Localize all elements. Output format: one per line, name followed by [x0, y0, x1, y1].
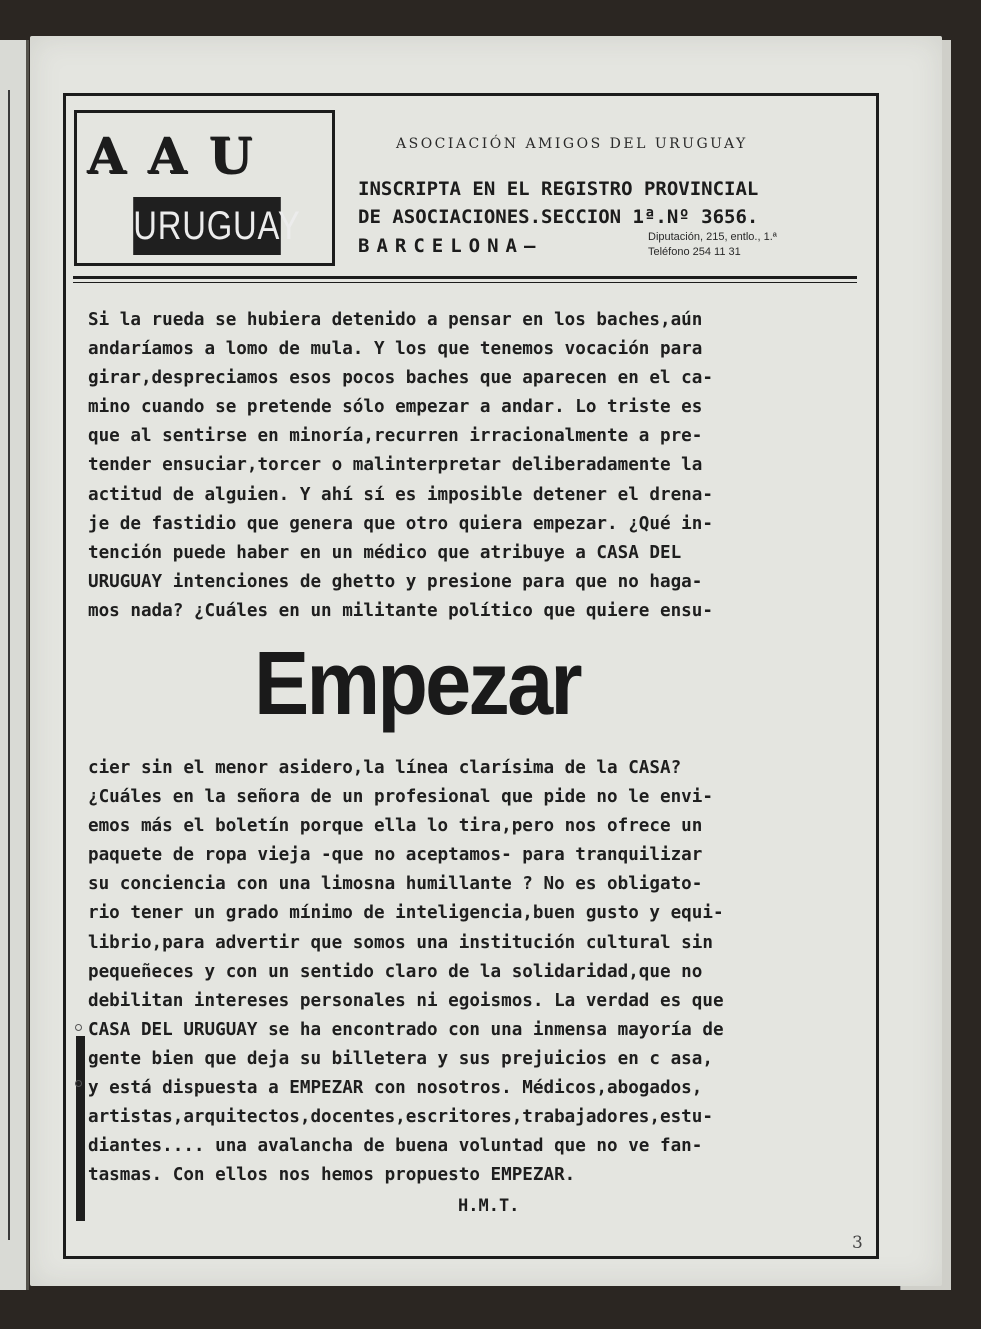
text-line: mos nada? ¿Cuáles en un militante político que quiere ensu-	[88, 600, 713, 621]
margin-marker	[76, 1036, 85, 1221]
staple-hole	[75, 1080, 82, 1087]
text-line: girar,despreciamos esos pocos baches que aparecen en el ca-	[88, 368, 713, 389]
header-divider-thin	[73, 282, 857, 283]
text-line: Si la rueda se hubiera detenido a pensar en los baches,aún	[88, 310, 703, 330]
text-line: rio tener un grado mínimo de inteligencia,buen gusto y equi-	[88, 903, 724, 924]
text-line: artistas,arquitectos,docentes,escritores,trabajadores,estu-	[88, 1107, 713, 1128]
text-line: tasmas. Con ellos nos hemos propuesto EMPEZAR.	[88, 1165, 576, 1186]
text-line: paquete de ropa vieja -que no aceptamos- para tranquilizar	[88, 845, 703, 866]
article-signature: H.M.T.	[458, 1196, 520, 1216]
facing-page-border	[8, 90, 10, 1240]
text-line: diantes.... una avalancha de buena voluntad que no ve fan-	[88, 1136, 703, 1157]
page-number: 3	[852, 1233, 863, 1253]
organization-name: ASOCIACIÓN AMIGOS DEL URUGUAY	[396, 136, 748, 152]
text-line: gente bien que deja su billetera y sus prejuicios en c asa,	[88, 1048, 713, 1069]
text-line: librio,para advertir que somos una institución cultural sin	[88, 932, 713, 953]
registration-line-2: DE ASOCIACIONES.SECCION 1ª.Nº 3656.	[358, 206, 759, 228]
article-paragraph-1	[88, 306, 878, 626]
text-line: URUGUAY intenciones de ghetto y presione para que no haga-	[88, 571, 703, 592]
text-line: mino cuando se pretende sólo empezar a andar. Lo triste es	[88, 397, 703, 418]
text-line: su conciencia con una limosna humillante ? No es obligato-	[88, 874, 703, 895]
text-line: que al sentirse en minoría,recurren irracionalmente a pre-	[88, 426, 703, 447]
text-line: debilitan intereses personales ni egoismos. La verdad es que	[88, 990, 724, 1011]
text-line: pequeñeces y con un sentido claro de la solidaridad,que no	[88, 961, 703, 982]
text-line: y está dispuesta a EMPEZAR con nosotros. Médicos,abogados,	[88, 1078, 703, 1099]
article-headline: Empezar	[254, 634, 580, 734]
text-line: CASA DEL URUGUAY se ha encontrado con una inmensa mayoría de	[88, 1019, 724, 1040]
address-street: Diputación, 215, entlo., 1.ª	[648, 231, 777, 243]
text-line: emos más el boletín porque ella lo tira,pero nos ofrece un	[88, 816, 703, 837]
text-line: je de fastidio que genera que otro quiera empezar. ¿Qué in-	[88, 513, 713, 534]
logo-letters: AAU	[87, 126, 275, 185]
logo-band: URUGUAY	[133, 197, 281, 255]
staple-hole	[75, 1024, 82, 1031]
registration-line-1: INSCRIPTA EN EL REGISTRO PROVINCIAL	[358, 178, 759, 200]
address-phone: Teléfono 254 11 31	[648, 246, 741, 258]
logo	[74, 110, 335, 266]
text-line: tención puede haber en un médico que atribuye a CASA DEL	[88, 542, 682, 563]
facing-page-edge	[0, 40, 29, 1290]
article-paragraph-2	[88, 754, 878, 1190]
text-line: actitud de alguien. Y ahí sí es imposible detener el drena-	[88, 484, 713, 505]
city-name: BARCELONA—	[358, 235, 543, 257]
text-line: cier sin el menor asidero,la línea clarísima de la CASA?	[88, 758, 682, 778]
text-line: ¿Cuáles en la señora de un profesional que pide no le envi-	[88, 787, 713, 808]
document-page	[30, 36, 942, 1286]
address-block	[648, 230, 777, 260]
header-divider	[73, 276, 857, 279]
text-line: andaríamos a lomo de mula. Y los que tenemos vocación para	[88, 339, 703, 360]
text-line: tender ensuciar,torcer o malinterpretar deliberadamente la	[88, 455, 703, 476]
